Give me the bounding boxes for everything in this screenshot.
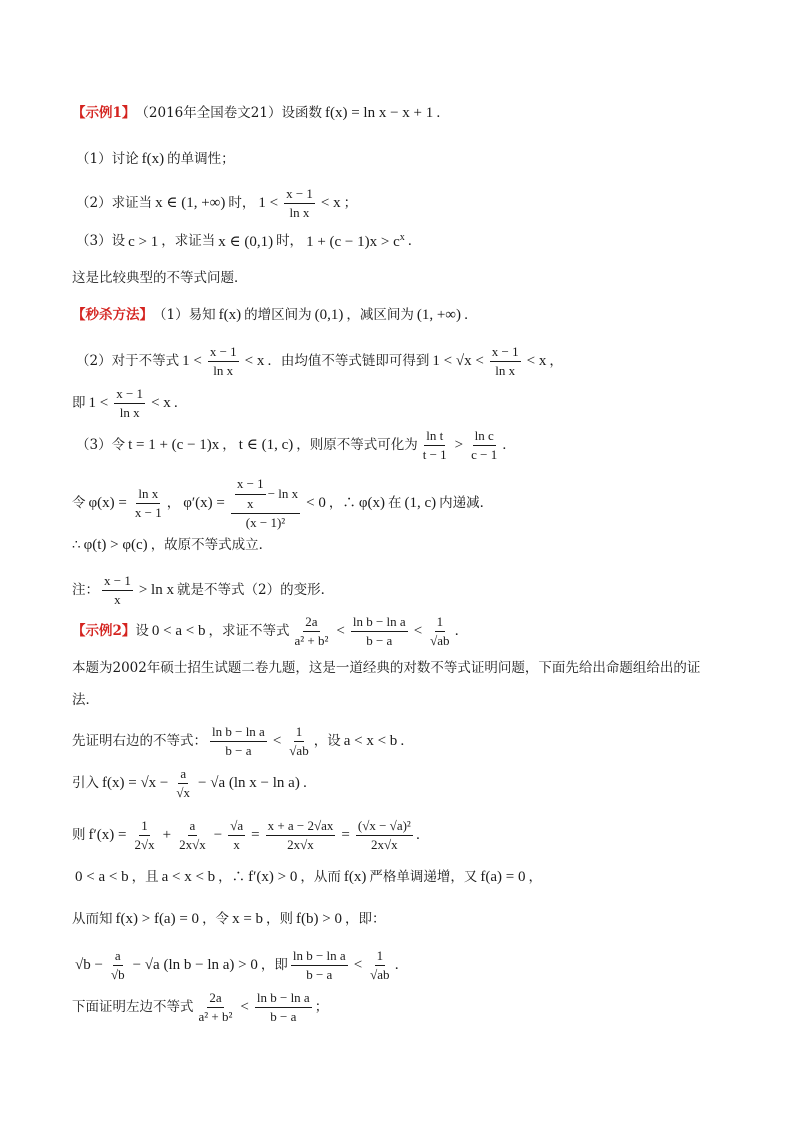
left-text: 下面证明左边不等式 — [72, 999, 194, 1015]
phi-text-2: 在 — [388, 495, 402, 512]
right-fraction-2 — [287, 724, 310, 758]
part-1-text: 的单调性； — [167, 150, 235, 167]
example-2-fraction-3 — [428, 614, 451, 648]
method-2b-end: ． — [173, 395, 188, 411]
fraction-numerator: 1 — [139, 818, 150, 836]
left-fraction-1 — [197, 990, 235, 1024]
remark-2-rhs: > ln x — [138, 582, 174, 599]
derivative-minus: − — [213, 827, 223, 844]
fraction-denominator: √b — [110, 966, 125, 982]
method-2-label: （2）对于不等式 — [76, 353, 180, 369]
part-3-text-2: 时， — [276, 233, 304, 250]
method-2-rhs: < x — [244, 353, 265, 370]
know-text-3: ，则 — [266, 910, 294, 927]
fraction-denominator: x — [114, 591, 121, 607]
part-3-end: ． — [407, 233, 422, 250]
method-3-substitution: t = 1 + (c − 1)x — [128, 437, 220, 454]
part-1-question — [76, 150, 734, 168]
method-3-gt: > — [454, 437, 464, 454]
fraction-denominator: b − a — [225, 742, 252, 758]
result-rhs: − √a (ln b − ln a) > 0 — [132, 957, 258, 974]
remark-2 — [72, 573, 734, 607]
example-1-end: ． — [436, 104, 450, 121]
phi-label: 令 — [72, 495, 86, 512]
right-condition: a < x < b — [343, 733, 398, 750]
example-2-lt-1: < — [336, 623, 345, 640]
method-3-end: ． — [502, 437, 516, 453]
part-3-condition-c: c > 1 — [128, 233, 159, 250]
fraction-denominator: √ab — [289, 742, 309, 758]
right-end: ． — [400, 733, 414, 749]
phi-function: φ(x) — [358, 495, 386, 512]
method-2-end: ， — [549, 353, 563, 369]
part-3-question — [76, 232, 734, 251]
intro-fraction — [174, 766, 192, 800]
remark-1 — [72, 270, 734, 286]
therefore-symbol: ∴ — [72, 536, 81, 553]
fraction-denominator: √ab — [370, 966, 390, 982]
fraction-denominator: x — [233, 836, 240, 852]
method-3-label: （3）令 — [76, 437, 126, 453]
fraction-numerator: √a — [228, 818, 245, 836]
part-2-question — [76, 186, 734, 220]
left-inequality — [72, 990, 734, 1024]
fraction-denominator: 2x√x — [371, 836, 398, 852]
fraction-denominator: 2x√x — [287, 836, 314, 852]
right-text-2: ，设 — [313, 733, 341, 749]
phi-interval: (1, c) — [404, 495, 437, 512]
method-2b-rhs: < x — [151, 395, 171, 412]
monotonic-line — [72, 868, 734, 886]
derivative-equals-1: = — [251, 827, 260, 844]
conclusion — [72, 536, 734, 554]
paragraph-line-2 — [72, 692, 734, 708]
phi-lhs: φ(x) = — [88, 495, 127, 512]
right-text-1: 先证明右边的不等式： — [72, 733, 207, 749]
right-inequality — [72, 724, 734, 758]
fraction-denominator: a² + b² — [198, 1008, 233, 1024]
fraction-numerator: a — [188, 818, 198, 836]
conclusion-inequality: φ(t) > φ(c) — [83, 537, 148, 553]
phi-text-3: 内递减． — [439, 495, 494, 512]
method-1-text-2: 的增区间为 — [244, 306, 312, 323]
example-2-statement — [72, 614, 734, 648]
method-1-end: ． — [464, 306, 478, 323]
fraction-numerator: ln b − ln a — [351, 614, 408, 632]
method-3-fraction-c — [469, 428, 499, 462]
fraction-numerator: ln x — [136, 486, 160, 504]
part-2-lhs: 1 < — [258, 195, 279, 212]
part-3-exponent: x — [399, 232, 405, 243]
fraction-numerator: ln b − ln a — [210, 724, 267, 742]
part-3-text-1: ，求证当 — [161, 233, 216, 250]
mono-condition-2: a < x < b — [161, 869, 216, 885]
example-2-end: ． — [454, 623, 469, 639]
fraction-denominator: √x — [176, 784, 191, 800]
method-3-range: t ∈ (1, c) — [238, 437, 294, 454]
phi-text-1: ，∴ — [328, 495, 356, 512]
result-fraction-2 — [291, 948, 348, 982]
fraction-numerator: 2a — [207, 990, 223, 1008]
part-3-label: （3）设 — [76, 233, 126, 250]
phi-separator: ， — [166, 495, 181, 512]
fraction-numerator: ln b − ln a — [291, 948, 348, 966]
part-1-label: （1）讨论 — [76, 150, 139, 167]
fraction-numerator: x + a − 2√ax — [266, 818, 336, 836]
fraction-denominator: a² + b² — [294, 632, 329, 648]
method-2-lhs: 1 < — [182, 353, 202, 370]
know-line — [72, 910, 734, 928]
left-lt: < — [240, 999, 249, 1016]
mono-text-4: 严格单调递增，又 — [369, 868, 478, 885]
fraction-denominator: c − 1 — [471, 446, 498, 462]
part-2-label: （2）求证当 — [76, 195, 153, 211]
fraction-denominator: b − a — [270, 1008, 297, 1024]
phi-fraction — [133, 486, 164, 520]
derivative-text: 则 — [72, 827, 86, 843]
fraction-denominator: x — [247, 495, 254, 511]
fraction-numerator: ln b − ln a — [255, 990, 312, 1008]
phi-definition — [72, 476, 734, 531]
fraction-denominator: 2x√x — [179, 836, 206, 852]
part-3-condition-x: x ∈ (0,1) — [218, 233, 274, 250]
derivative-combined — [266, 818, 336, 852]
method-tag: 【秒杀方法】 — [72, 306, 153, 323]
method-1-text-1: （1）易知 — [153, 306, 216, 323]
fraction-numerator: x − 1 — [490, 344, 521, 362]
know-substitution: x = b — [232, 911, 264, 927]
method-part-2 — [76, 344, 734, 378]
method-2-fraction — [208, 344, 239, 378]
part-3-inequality — [306, 232, 405, 251]
fraction-numerator: 1 — [375, 948, 386, 966]
fraction-denominator: 2√x — [134, 836, 155, 852]
right-lt: < — [272, 733, 282, 750]
mono-text-1: ，且 — [131, 868, 159, 885]
method-2b-lhs: 1 < — [88, 395, 109, 412]
example-1-statement — [72, 104, 734, 122]
example-2-text-1: 设 — [135, 623, 149, 639]
method-3-fraction-t — [421, 428, 449, 462]
method-1-decreasing-interval: (1, +∞) — [416, 307, 461, 323]
part-2-text: 时， — [228, 195, 256, 211]
example-2-text-2: ，求证不等式 — [208, 623, 290, 639]
derivative-term-1 — [132, 818, 156, 852]
method-2-chain-rhs: < x — [526, 353, 547, 370]
fraction-denominator: b − a — [306, 966, 333, 982]
fraction-numerator: x − 1 — [208, 344, 239, 362]
method-2b-fraction — [114, 386, 145, 420]
fraction-denominator: √ab — [430, 632, 450, 648]
fraction-numerator: ln c — [473, 428, 496, 446]
derivative-line — [72, 818, 734, 852]
method-part-3 — [76, 428, 734, 462]
introduce-function — [72, 766, 734, 800]
method-2-text: ．由均值不等式链即可得到 — [267, 353, 430, 369]
method-part-2-result — [72, 386, 734, 420]
result-fraction-3 — [368, 948, 391, 982]
example-2-fraction-1 — [292, 614, 330, 648]
fraction-denominator: ln x — [213, 362, 234, 378]
fraction-denominator: ln x — [119, 404, 140, 420]
fraction-numerator: x − 1 — [102, 573, 133, 591]
result-end: ． — [394, 957, 409, 973]
part-2-rhs: < x — [320, 195, 341, 212]
derivative-square — [356, 818, 413, 852]
paragraph-line-1 — [72, 660, 734, 676]
method-1-text-3: ，减区间为 — [346, 306, 414, 323]
part-1-function: f(x) — [141, 151, 165, 167]
example-2-tag: 【示例2】 — [72, 623, 136, 639]
fraction-denominator: ln x — [495, 362, 516, 378]
method-3-separator: ， — [222, 437, 236, 453]
derivative-plus: + — [162, 827, 172, 844]
derivative-term-2 — [177, 818, 208, 852]
mono-condition-1: 0 < a < b — [75, 869, 129, 885]
phi-derivative-lhs: φ′(x) = — [183, 495, 225, 512]
mono-derivative-positive: f′(x) > 0 — [248, 869, 298, 885]
derivative-lhs: f′(x) = — [88, 827, 127, 844]
method-3-text: ，则原不等式可化为 — [296, 437, 418, 453]
example-2-fraction-2 — [351, 614, 408, 648]
mono-end: ， — [528, 868, 542, 885]
part-2-fraction — [284, 186, 315, 220]
mono-function: f(x) — [343, 869, 367, 885]
remark-2-text: 就是不等式（2）的变形． — [176, 582, 335, 598]
mono-initial-value: f(a) = 0 — [480, 869, 526, 885]
part-2-condition: x ∈ (1, +∞) — [155, 195, 226, 212]
fraction-denominator: ln x — [289, 204, 310, 220]
left-fraction-2 — [255, 990, 312, 1024]
method-1-function: f(x) — [218, 307, 242, 323]
example-1-function: f(x) = ln x − x + 1 — [324, 105, 434, 121]
result-lt: < — [353, 957, 363, 974]
fraction-numerator: x − 1 — [114, 386, 145, 404]
know-result: f(b) > 0 — [296, 911, 342, 927]
phi-inner-fraction — [235, 476, 266, 511]
method-2-chain-lhs: 1 < √x < — [432, 353, 484, 370]
phi-numerator-tail: − ln x — [267, 485, 299, 501]
right-fraction-1 — [210, 724, 267, 758]
fraction-numerator: (√x − √a)² — [356, 818, 413, 836]
paragraph-text-1: 本题为2002年硕士招生试题二卷九题，这是一道经典的对数不等式证明问题，下面先给出命题组给出的证 — [72, 660, 701, 676]
intro-text: 引入 — [72, 775, 99, 791]
part-3-inequality-base: 1 + (c − 1)x > c — [306, 234, 400, 250]
know-inequality: f(x) > f(a) = 0 — [115, 911, 200, 927]
mono-text-3: ，从而 — [300, 868, 341, 885]
fraction-numerator: 2a — [303, 614, 319, 632]
know-text-2: ，令 — [202, 910, 230, 927]
method-part-1 — [72, 306, 734, 324]
intro-rhs: − √a (ln x − ln a) — [198, 775, 300, 792]
derivative-equals-2: = — [341, 827, 350, 844]
mono-text-2: ，∴ — [218, 868, 246, 885]
intro-end: ． — [302, 775, 317, 791]
phi-derivative-fraction — [231, 476, 300, 531]
method-2b-label: 即 — [72, 395, 86, 411]
method-1-increasing-interval: (0,1) — [314, 307, 344, 323]
fraction-numerator: a — [178, 766, 188, 784]
conclusion-text: ，故原不等式成立． — [150, 536, 273, 553]
remark-2-fraction — [102, 573, 133, 607]
remark-1-text: 这是比较典型的不等式问题． — [72, 270, 248, 286]
remark-2-label: 注： — [72, 582, 99, 598]
derivative-end: ． — [415, 827, 430, 843]
intro-lhs: f(x) = √x − — [102, 775, 169, 792]
part-2-end: ； — [343, 195, 358, 211]
result-text: ，即 — [260, 957, 288, 973]
paragraph-text-2: 法． — [72, 692, 99, 708]
result-fraction-1 — [109, 948, 127, 982]
phi-derivative-numerator — [231, 476, 300, 514]
fraction-numerator: x − 1 — [235, 476, 266, 495]
derivative-term-3 — [228, 818, 245, 852]
fraction-denominator: x − 1 — [134, 504, 162, 520]
left-end: ； — [314, 999, 329, 1015]
phi-derivative-sign: < 0 — [306, 495, 326, 512]
fraction-denominator: b − a — [366, 632, 393, 648]
fraction-denominator: t − 1 — [422, 446, 447, 462]
fraction-numerator: 1 — [294, 724, 305, 742]
know-text-4: ，即： — [344, 910, 386, 927]
fraction-numerator: a — [113, 948, 123, 966]
know-text-1: 从而知 — [72, 910, 113, 927]
fraction-numerator: ln t — [424, 428, 445, 446]
example-1-tag: 【示例1】 — [72, 104, 136, 121]
example-2-lt-2: < — [413, 623, 423, 640]
method-2-chain-fraction — [490, 344, 521, 378]
fraction-numerator: x − 1 — [284, 186, 315, 204]
example-2-condition: 0 < a < b — [151, 623, 206, 640]
example-1-source: （2016年全国卷文21）设函数 — [135, 104, 322, 121]
fraction-numerator: 1 — [435, 614, 446, 632]
fraction-denominator: (x − 1)² — [245, 515, 286, 531]
result-line — [72, 948, 734, 982]
result-lhs: √b − — [75, 957, 103, 974]
